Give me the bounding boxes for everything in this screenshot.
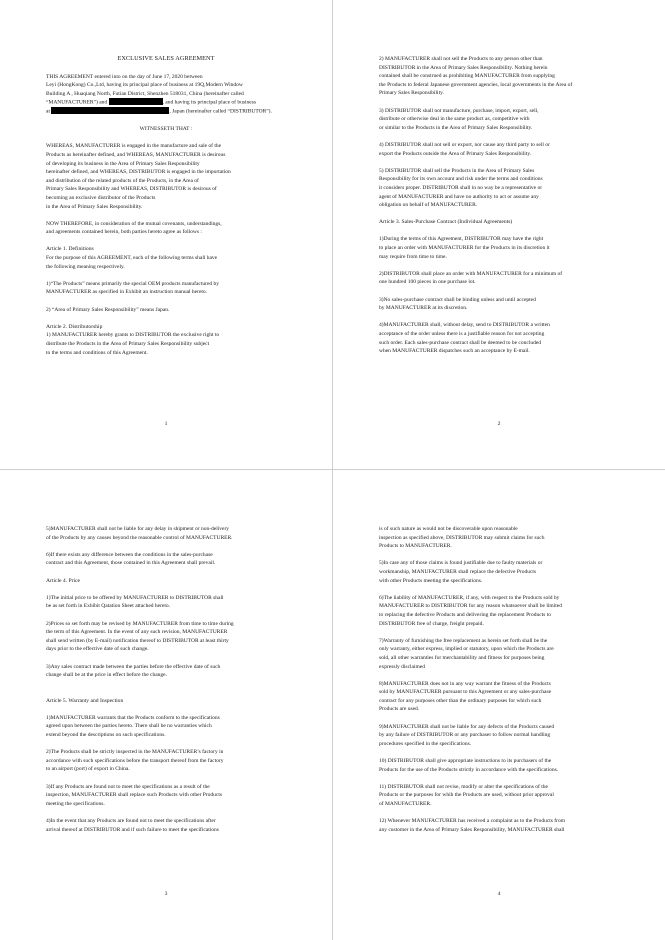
article-3-clause-4: 4)MANUFACTURER shall, without delay, send to DISTRIBUTOR a written acceptance of the order unless there is a justifiable reason for not accepting such order. Each sales-purchase contract shall be deemed to be concluded when MANUFACTURER dispatches such an acceptance by E-mail. bbox=[379, 322, 550, 355]
now-therefore-paragraph: NOW THEREFORE, in consideration of the mutual covenants, understandings, and agreements contained herein, both parties hereto agree as follows : bbox=[46, 220, 222, 236]
article-5-clause-6: 6)The liability of MANUFACTURER, if any, with respect to the Products sold by MANUFACTURER to DISTRIBUTOR for any reason whatsoever shall be limited to replacing the defective Products and delivering the replacement Products to DISTRIBUTOR free of charge, freight prepaid. bbox=[379, 594, 562, 627]
article-3-heading: Article 3. Sales-Purchase Contract (Individual Agreements) bbox=[379, 219, 513, 226]
page-1-content bbox=[46, 55, 286, 366]
article-5-heading: Article 5. Warranty and Inspection bbox=[46, 697, 124, 704]
page-number: 1 bbox=[164, 421, 168, 427]
article-3-clause-3: 3)No sales-purchase contract shall be binding unless and until accepted by MANUFACTURER at its discretion. bbox=[379, 296, 536, 312]
article-5-clause-8: 8)MANUFACTURER does not in any way warrant the fitness of the Products sold by MANUFACTURER pursuant to this Agreement or any sales-purchase contract for any purposes other than the ordinary purposes for which such Products are used. bbox=[379, 680, 552, 713]
document-page-2 bbox=[333, 0, 665, 469]
page-4-content bbox=[379, 525, 619, 834]
document-page-1 bbox=[0, 0, 332, 469]
article-5-clause-11: 11) DISTRIBUTOR shall not revise, modify or alter the specifications of the Products or the purposes for whih the Products are used, without prior approval of MANUFACTURER. bbox=[379, 783, 554, 807]
witnesseth-heading: WITNESSETH THAT : bbox=[139, 126, 193, 133]
article-1-body: For the purpose of this AGREEMENT, each of the following terms shall have the following meaning respectively. bbox=[46, 255, 218, 270]
document-page-4 bbox=[333, 470, 665, 939]
article-5-clause-10: 10) DISTRIBUTOR shall give appropriate instructions to its purchasers of the Products for the use of the Products strictly in accordance with the specifications. bbox=[379, 758, 559, 773]
article-4-clause-3: 3)Any sales contract made between the parties before the effective date of such change shall be at the price in effect before the change. bbox=[46, 663, 221, 679]
article-4-clause-1: 1)The initial price to be offered by MANUFACTURER to DISTRIBUTOR shall be as set forth in Exhibit Qatation Sheet attached hereto. bbox=[46, 594, 224, 610]
redacted-distributor-address bbox=[51, 107, 169, 114]
intro-paragraph bbox=[46, 73, 286, 117]
article-1-clause-2: 2) “Area of Primary Sales Responsibility” means Japan. bbox=[46, 306, 170, 313]
article-5-clause-1: 1)MANUFACTURER warrants that the Products conform to the specifications agreed upon between the parties hereto. There shall be no warranties which extend beyond the descriptions on such specifications. bbox=[46, 714, 220, 739]
article-1-clause-1: 1)“The Products” means primarily the special OEM products manufactured by MANUFACTURER as specified in Exhibit an instruction manual hereto. bbox=[46, 280, 220, 296]
page-2-content bbox=[379, 55, 619, 364]
article-2-clause-5: 5) DISTRIBUTOR shall sell the Products in the Area of Primary Sales Responsibility for its own account and risk under the terms and conditions it considers proper. DISTRIBUTOR shall in no way be a representative or agent of MANUFACTURER and have no authority to act or assume any obligation on behalf of MANUFACTURER. bbox=[379, 167, 543, 209]
article-5-clause-9: 9)MANUFACTURER shall not be liable for any defects of the Products caused by any failure of DISTRIBUTOR or any purchaser to follow normal handling procedures specified in the specifications. bbox=[379, 723, 555, 747]
document-page-3 bbox=[0, 470, 332, 939]
article-2-clause-4: 4) DISTRIBUTOR shall not sell or export, nor cause any third party to sell or export the Products outside the Area of Primary Sales Responsibility. bbox=[379, 141, 550, 157]
article-3-clause-6: 6)If there exists any difference between the conditions in the sales-purchase contract and this Agreement, those contained in this Agreement shall prevail. bbox=[46, 551, 216, 567]
page-number: 3 bbox=[164, 891, 168, 897]
article-2-heading: Article 2. Distributorship bbox=[46, 323, 103, 330]
page-number: 2 bbox=[497, 421, 501, 427]
article-5-clause-7: 7)Warranty of furnishing the free replacement as herein set forth shall be the only warranty, either express, implied or statutory, upon which the Products are sold, all other warranties for merchantability and fitness for purposes being expressly disclaimed bbox=[379, 637, 554, 670]
article-2-clause-1: 1) MANUFACTURER hereby grants to DISTRIBUTOR the exclusive right to distribute the Products in the Area of Primary Sales Responsibility subject to the terms and conditions of this Agreement. bbox=[46, 332, 220, 356]
article-5-clause-4-continued: is of such nature as would not be discoverable upon reasonable inspection as specified above, DISTRIBUTOR may submit claims for such Products to MANUFACTURER. bbox=[379, 526, 545, 550]
whereas-paragraph: WHEREAS, MANUFACTURER is engaged in the manufacture and sale of the Products as hereinafter defined, and WHEREAS, MANUFACTURER is desirous of developing its business in the Area of Primary Sales Responsibility hereinafter defined, and WHEREAS, DISTRIBUTOR is engaged in the importation and distribution of the related products of the Products, in the Area of Primary Sales Responsibility and WHEREAS, DISTRIBUTOR is desirous of becoming an exclusive distributor of the Products in the Area of Primary Sales Responsibility. bbox=[46, 143, 231, 210]
article-5-clause-5: 5)In case any of those claims is found justifiable due to faulty materials or workmanship, MANUFACTURER shall replace the defective Products with other Products meeting the specifications. bbox=[379, 560, 543, 584]
article-4-heading: Article 4. Price bbox=[46, 577, 81, 584]
intro-text-a: THIS AGREEMENT entered into on the day of June 17, 2020 between Leyi (HongKong) Co.,Ltd, having its principal place of business at 19Q,Modern Window Building A , Huaqiang North, Futian District, Shenzhen 518031, China (hereinafter called “MANUFACTURER”) and bbox=[46, 73, 244, 106]
article-4-clause-2: 2)Prices so set forth may be revised by MANUFACTURER from time to time during the term of this Agreement. In the event of any such revision, MANUFACTURER shall send written (by E-mail) notification thereof to DISTRIBUTOR at least thirty days prior to the effective date of such change. bbox=[46, 620, 234, 653]
intro-text-c: , Japan (hereinafter called “DISTRIBUTOR”). bbox=[169, 108, 272, 115]
article-5-clause-12: 12) Whenever MANUFACTURER has received a complaint as to the Products from any customer in the Area of Primary Sales Responsibility, MANUFACTURER shall bbox=[379, 818, 565, 833]
article-5-clause-4: 4)In the event that any Products are found not to meet the specifications after arrival thereof at DISTRIBUTOR and if such failure to meet the specifications bbox=[46, 818, 219, 833]
page-3-content bbox=[46, 525, 286, 834]
article-5-clause-2: 2)The Products shall be strictly inspected in the MANUFACTURER’s factory in accordance with such specifications before the transport thereof from the factory to an airport (port) of export in China. bbox=[46, 749, 224, 773]
article-2-clause-2: 2) MANUFACTURER shall not sell the Products to any person other than DISTRIBUTOR in the Area of Primary Sales Responsibility. Nothing herein contained shall be construed as prohibiting MANUFACTURER from supplying the Products to federal Japanese government agencies, local governments in the Area of Primary Sales Responsibility. bbox=[379, 56, 573, 97]
intro-text-b: , and having its principal place of business at bbox=[46, 99, 257, 115]
article-2-clause-3: 3) DISTRIBUTOR shall not manufacture, purchase, import, export, sell, distribute or otherwise deal in the same product as, competitive with or similar to the Products in the Area of Primary Sales Responsibility. bbox=[379, 107, 539, 131]
agreement-title: EXCLUSIVE SALES AGREEMENT bbox=[117, 55, 215, 62]
article-3-clause-2: 2)DISTRIBUTOR shall place an order with MANUFACTURER for a minimum of one hundred 100 pieces in one purchase lot. bbox=[379, 270, 563, 286]
article-3-clause-5: 5)MANUFACTURER shall not be liable for any delay in shipment or non-delivery of the Products by any causes beyond the reasonable control of MANUFACTURER. bbox=[46, 526, 233, 541]
redacted-distributor-name bbox=[109, 98, 163, 105]
page-number: 4 bbox=[497, 891, 501, 897]
article-1-heading: Article 1. Definitions bbox=[46, 246, 94, 253]
article-3-clause-1: 1)During the terms of this Agreement, DISTRIBUTOR may have the right to place an order with MANUFACTURER for the Products in its discretion it may require from time to time. bbox=[379, 236, 550, 260]
article-5-clause-3: 3)If any Products are found not to meet the specifications as a result of the inspection, MANUFACTURER shall replace such Products with other Products meeting the specifications. bbox=[46, 783, 223, 807]
